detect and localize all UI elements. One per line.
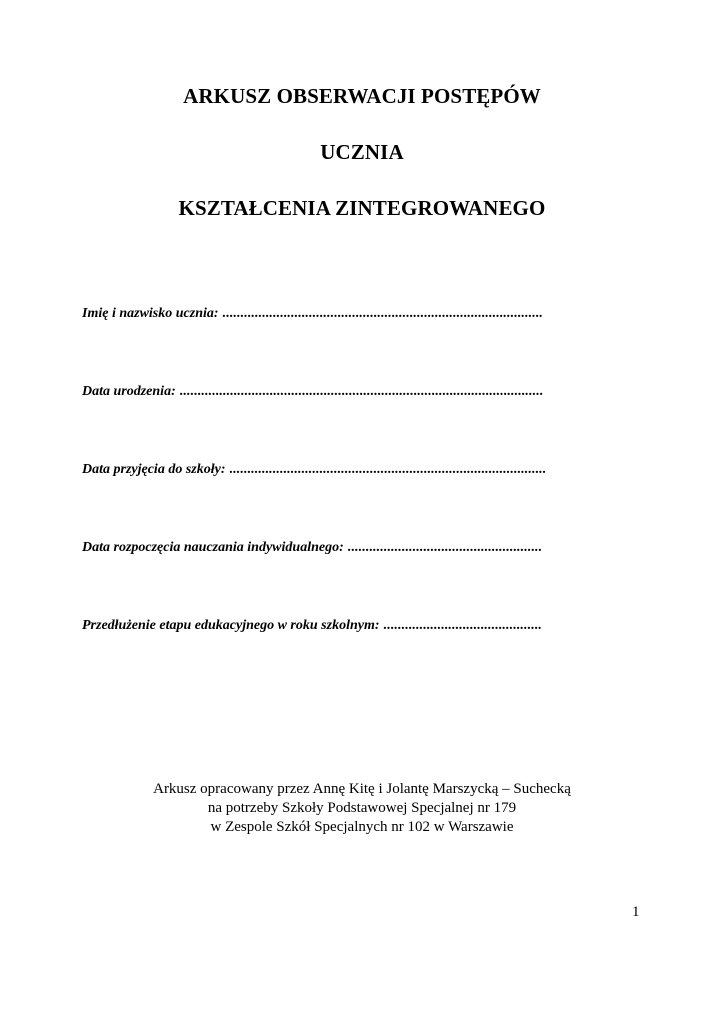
individual-teaching-start-blank: ...................................................... bbox=[343, 540, 542, 555]
authorship-note-line-1: Arkusz opracowany przez Annę Kitę i Jolantę Marszycką – Suchecką bbox=[153, 781, 571, 797]
individual-teaching-start-label: Data rozpoczęcia nauczania indywidualnego: bbox=[82, 540, 344, 555]
student-name-blank: ......................................................................................... bbox=[218, 306, 543, 321]
education-stage-extension-blank: ............................................ bbox=[379, 618, 542, 633]
student-name-label: Imię i nazwisko ucznia: bbox=[82, 306, 219, 321]
birth-date-blank: ..................................................................................................... bbox=[175, 384, 543, 399]
education-stage-extension-field bbox=[82, 618, 639, 638]
authorship-note-line-3: w Zespole Szkół Specjalnych nr 102 w Warszawie bbox=[210, 819, 514, 835]
admission-date-blank: ........................................................................................ bbox=[225, 462, 546, 477]
birth-date-field bbox=[82, 384, 639, 404]
admission-date-label: Data przyjęcia do szkoły: bbox=[82, 462, 226, 477]
education-stage-extension-label: Przedłużenie etapu edukacyjnego w roku szkolnym: bbox=[82, 618, 380, 633]
page-number: 1 bbox=[632, 904, 640, 920]
individual-teaching-start-field bbox=[82, 540, 639, 560]
document-title-line-3: KSZTAŁCENIA ZINTEGROWANEGO bbox=[178, 196, 546, 220]
authorship-note bbox=[0, 780, 724, 837]
authorship-note-line-2: na potrzeby Szkoły Podstawowej Specjalnej nr 179 bbox=[207, 800, 517, 816]
document-title-line-1: ARKUSZ OBSERWACJI POSTĘPÓW bbox=[183, 84, 541, 108]
birth-date-label: Data urodzenia: bbox=[82, 384, 176, 399]
document-title-line-2: UCZNIA bbox=[320, 140, 404, 164]
admission-date-field bbox=[82, 462, 639, 482]
student-name-field bbox=[82, 306, 639, 326]
